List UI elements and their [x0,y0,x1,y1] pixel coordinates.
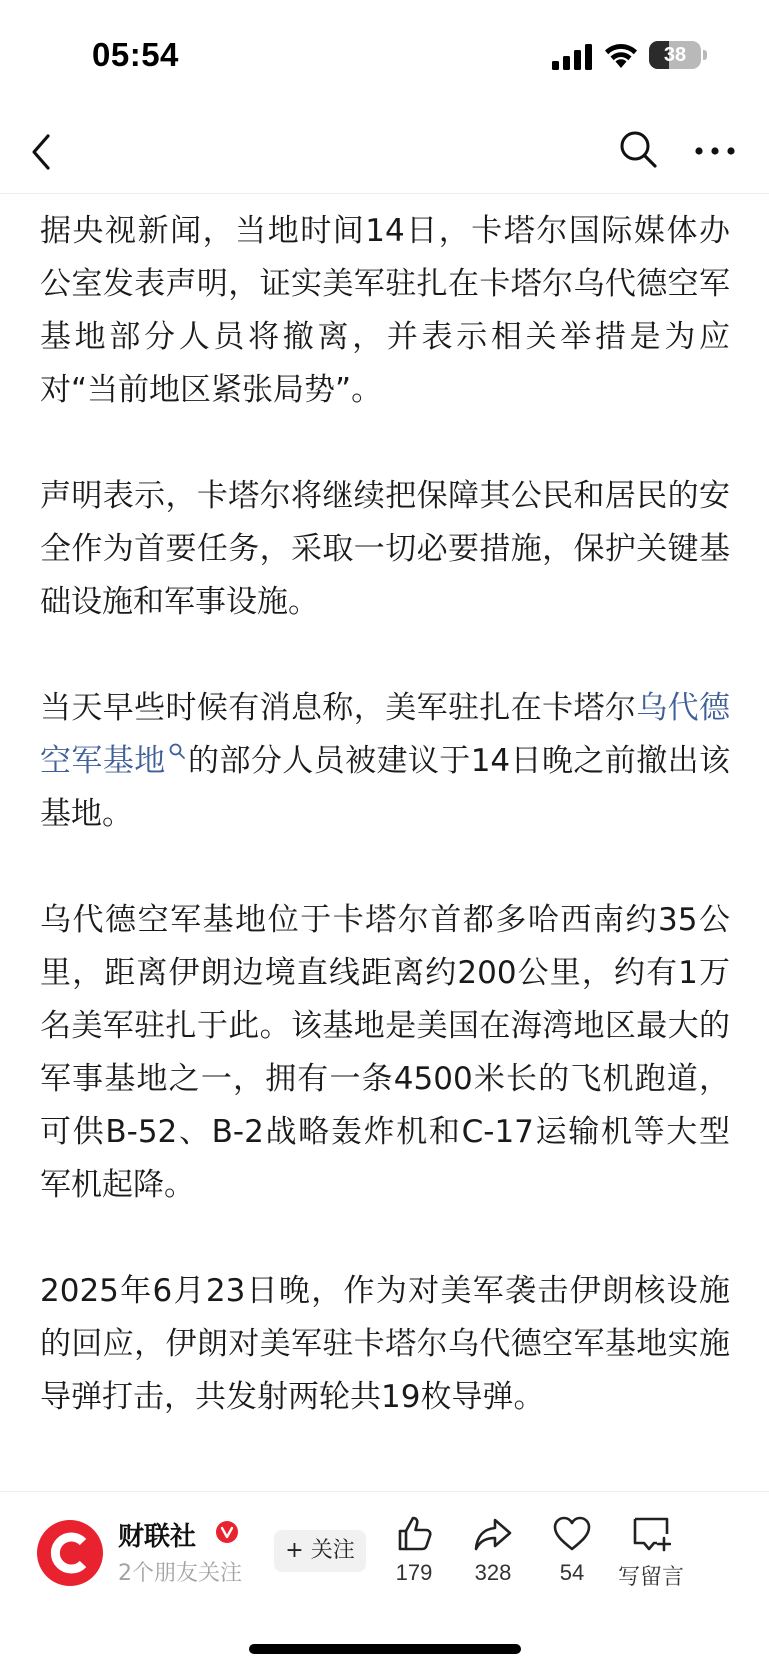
more-dots-icon[interactable] [693,136,737,166]
comment-plus-icon [631,1514,671,1554]
write-comment-label: 写留言 [617,1564,684,1589]
verified-badge-icon [215,1520,239,1544]
author-avatar[interactable] [37,1520,103,1586]
article-paragraph-5: 2025年6月23日晚，作为对美军袭击伊朗核设施的回应，伊朗对美军驻卡塔尔乌代德空军基地实施导弹打击，共发射两轮共19枚导弹。 [40,1273,730,1415]
al-udeid-search-link[interactable]: 乌代德空军基地 [40,690,731,779]
cellular-signal-icon [552,44,592,70]
thumbs-up-icon [394,1514,434,1554]
article-paragraph-2: 声明表示，卡塔尔将继续把保障其公民和居民的安全作为首要任务，采取一切必要措施，保护关键基础设施和军事设施。 [40,478,730,620]
search-icon[interactable] [617,128,661,172]
favorite-count: 54 [559,1560,585,1585]
search-link-icon[interactable] [168,742,186,760]
author-name[interactable]: 财联社 [118,1522,197,1552]
write-comment-button[interactable] [606,1514,696,1591]
status-bar [0,0,769,110]
heart-icon [552,1514,592,1554]
article-body [40,205,730,1477]
wifi-icon [603,41,639,69]
like-count: 179 [395,1560,433,1585]
back-chevron-icon[interactable] [28,128,68,176]
status-time: 05:54 [92,36,179,73]
share-button[interactable] [448,1514,538,1586]
paragraph-3-text-before: 当天早些时候有消息称，美军驻扎在卡塔尔 [40,690,637,726]
battery-icon [649,41,707,69]
nav-bar [0,110,769,194]
bottom-action-bar [0,1491,769,1665]
battery-percentage: 38 [663,44,687,66]
favorite-button[interactable] [527,1514,617,1586]
article-paragraph-3 [40,682,730,841]
home-indicator[interactable] [249,1644,521,1654]
like-button[interactable] [369,1514,459,1586]
article-paragraph-4: 乌代德空军基地位于卡塔尔首都多哈西南约35公里，距离伊朗边境直线距离约200公里，约有1万名美军驻扎于此。该基地是美国在海湾地区最大的军事基地之一，拥有一条4500米长的飞机跑道，可供B-52、B-2战略轰炸机和C-17运输机等大型军机起降。 [40,902,730,1203]
share-arrow-icon [473,1514,513,1554]
paragraph-3-text-after: 的部分人员被建议于14日晚之前撤出该基地。 [40,743,731,832]
friends-follow-count: 2个朋友关注 [118,1561,242,1586]
follow-button[interactable]: + 关注 [274,1530,366,1572]
share-count: 328 [474,1560,512,1585]
article-paragraph-1: 据央视新闻，当地时间14日，卡塔尔国际媒体办公室发表声明，证实美军驻扎在卡塔尔乌代德空军基地部分人员将撤离，并表示相关举措是为应对“当前地区紧张局势”。 [40,213,730,408]
